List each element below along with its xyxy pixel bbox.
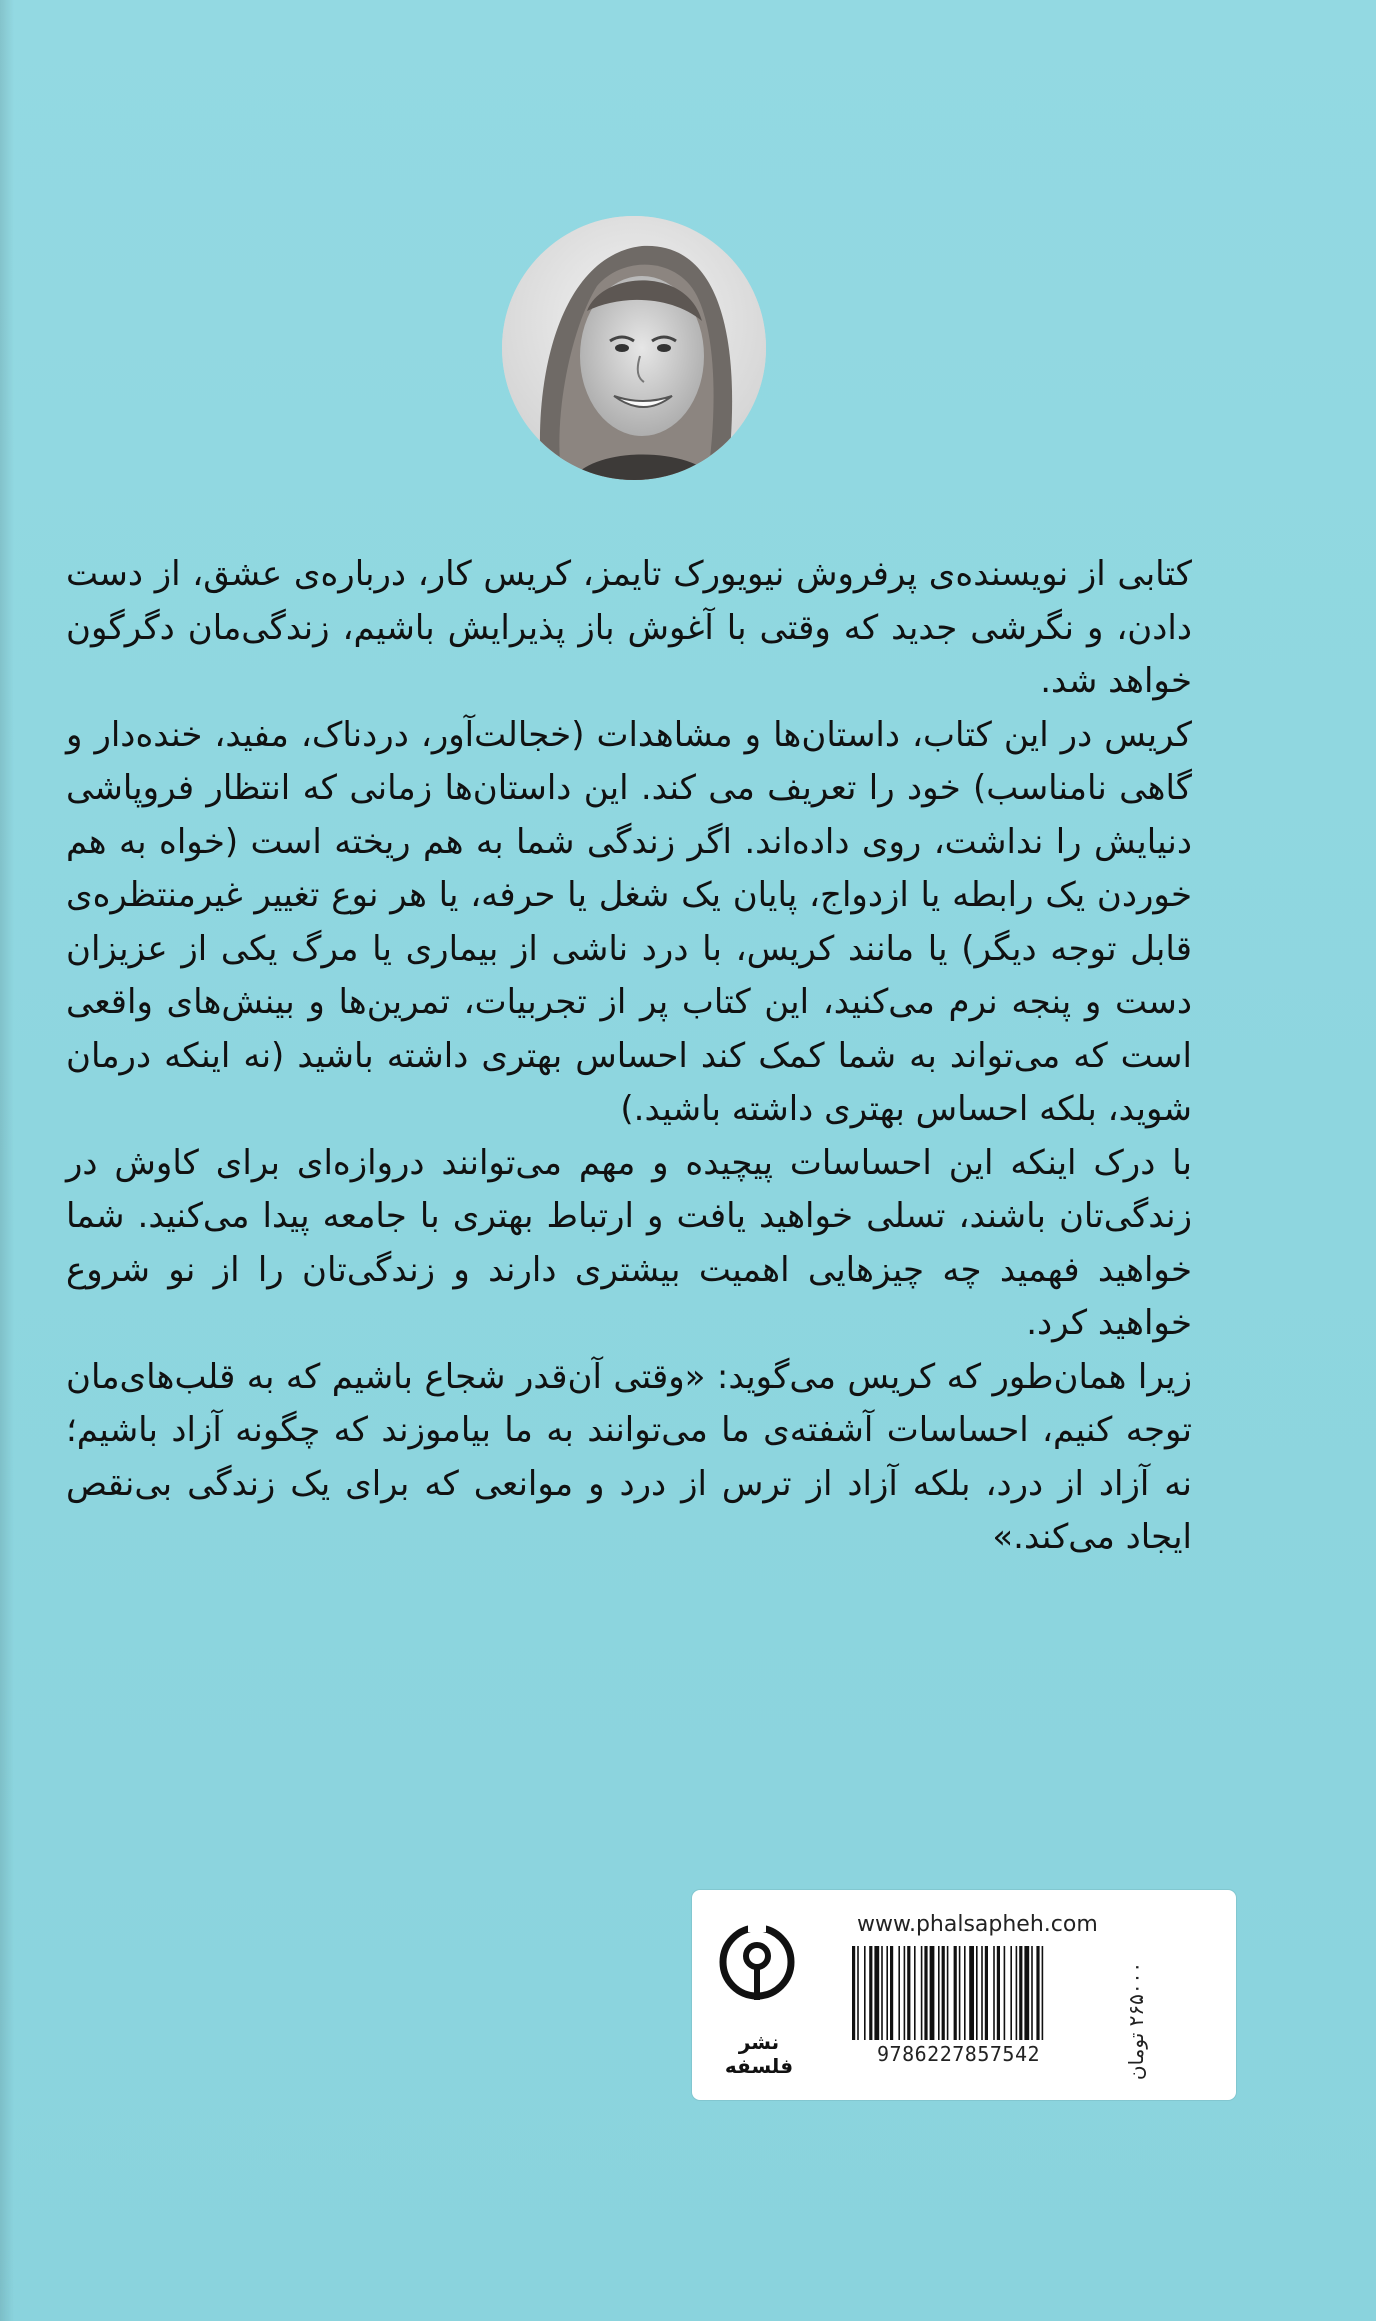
barcode-bar [1031, 1946, 1033, 2040]
barcode-bar [1019, 1946, 1022, 2040]
barcode-bar [1024, 1946, 1029, 2040]
barcode-bar [907, 1946, 910, 2040]
barcode-bar [1010, 1946, 1012, 2040]
barcode-bar [890, 1946, 893, 2040]
barcode-bar [881, 1946, 883, 2040]
barcode-bar [904, 1946, 906, 2040]
barcode-bar [942, 1946, 945, 2040]
barcode-bar [898, 1946, 900, 2040]
author-photo [502, 216, 766, 480]
back-cover-blurb [66, 548, 1192, 1565]
barcode-bar [1042, 1946, 1044, 2040]
barcode-bar [852, 1946, 855, 2040]
author-portrait-icon [502, 216, 766, 480]
blurb-paragraph-3: با درک اینکه این احساسات پیچیده و مهم می‌توانند دروازه‌ای برای کاوش در زندگی‌تان باشند، تسلی خواهید یافت و ارتباط بهتری با جامعه پیدا می‌کنید. شما خواهید فهمید چه چیزهایی اهمیت بیشتری دارند و زندگی‌تان را از نو شروع خواهید کرد. [66, 1142, 1192, 1343]
barcode-bar [959, 1946, 961, 2040]
barcode-bar [997, 1946, 1000, 2040]
barcode-bar [864, 1946, 866, 2040]
barcode-bar [869, 1946, 872, 2040]
barcode-bar [969, 1946, 974, 2040]
blurb-paragraph-2: کریس در این کتاب، داستان‌ها و مشاهدات (خجالت‌آور، دردناک، مفید، خنده‌دار و گاهی نامناسب) خود را تعریف می کند. این داستان‌ها زمانی که انتظار فروپاشی دنیایش را نداشت، روی داده‌اند. اگر زندگی شما به هم ریخته است (خواه به هم خوردن یک رابطه یا ازدواج، پایان یک شغل یا حرفه، یا هر نوع تغییر غیرمنتظره‌ی قابل توجه دیگر) یا مانند کریس، با درد ناشی از بیماری یا مرگ یکی از عزیزان دست و پنجه نرم می‌کنید، این کتاب پر از تجربیات، تمرین‌ها و بینش‌های واقعی است که می‌تواند به شما کمک کند احساس بهتری داشته باشید (نه اینکه درمان شوید، بلکه احساس بهتری داشته باشید.) [66, 714, 1192, 1129]
price: ۲۶۵۰۰۰ تومان [1124, 1961, 1148, 2081]
publisher-website: www.phalsapheh.com [857, 1912, 1098, 1937]
barcode-bar [914, 1946, 916, 2040]
barcode-bar [857, 1946, 859, 2040]
barcode-bar [924, 1946, 927, 2040]
barcode-bar [1004, 1946, 1006, 2040]
blurb-paragraph-1: کتابی از نویسنده‌ی پرفروش نیویورک تایمز، کریس کار، درباره‌ی عشق، از دست دادن، و نگرشی جدید که وقتی با آغوش باز پذیرایش باشیم، زندگی‌مان دگرگون خواهد شد. [66, 554, 1192, 701]
isbn-number: 9786227857542 [877, 2042, 1041, 2066]
barcode-bar [964, 1946, 966, 2040]
barcode-bar [1016, 1946, 1018, 2040]
publisher-logo-icon [718, 1914, 796, 2010]
barcode-bar [976, 1946, 978, 2040]
barcode-bar [938, 1946, 940, 2040]
barcode-label [692, 1890, 1236, 2100]
barcode-bar [981, 1946, 983, 2040]
barcode-bar [874, 1946, 879, 2040]
blurb-paragraph-4: زیرا همان‌طور که کریس می‌گوید: «وقتی آن‌قدر شجاع باشیم که به قلب‌های‌مان توجه کنیم، احساسات آشفته‌ی ما می‌توانند به ما بیاموزند که چگونه آزاد باشیم؛ نه آزاد از درد، بلکه آزاد از ترس از درد و موانعی که برای یک زندگی بی‌نقص ایجاد می‌کند.» [66, 1356, 1192, 1557]
publisher-name: نشر فلسفه [724, 2030, 794, 2078]
spine-shadow [0, 0, 14, 2321]
barcode-bar [954, 1946, 957, 2040]
barcode-bar [921, 1946, 923, 2040]
barcode-bar [1036, 1946, 1039, 2040]
barcode-bar [993, 1946, 995, 2040]
barcode-bar [886, 1946, 888, 2040]
barcode-bar [985, 1946, 988, 2040]
barcode-icon [850, 1946, 1132, 2040]
barcode-bar [947, 1946, 949, 2040]
barcode-bar [930, 1946, 935, 2040]
